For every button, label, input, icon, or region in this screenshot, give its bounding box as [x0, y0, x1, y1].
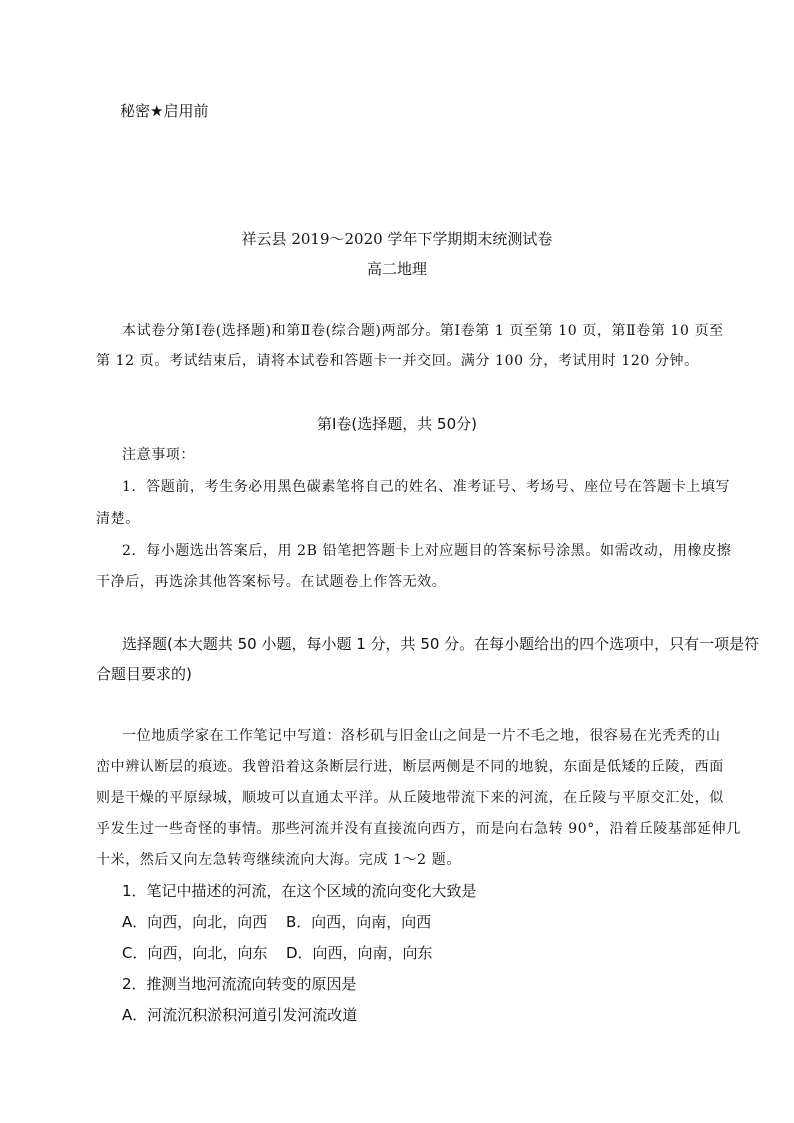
section-instruction-line-2: 合题目要求的)	[96, 665, 192, 683]
question-2-stem: 2．推测当地河流流向转变的原因是	[122, 975, 357, 993]
notice-2-line-2: 干净后，再选涂其他答案标号。在试题卷上作答无效。	[96, 574, 447, 590]
question-1-option-d: D．向西，向南，向东	[286, 944, 433, 962]
passage-line-3: 则是干燥的平原绿城，顺坡可以直通太平洋。从丘陵地带流下来的河流，在丘陵与平原交汇处，似	[96, 790, 724, 806]
notice-1-line-1: 1．答题前，考生务必用黑色碳素笔将自己的姓名、准考证号、考场号、座位号在答题卡上填写	[122, 479, 731, 495]
question-1-stem: 1．笔记中描述的河流，在这个区域的流向变化大致是	[122, 882, 477, 900]
question-1-option-c: C．向西，向北，向东	[122, 944, 268, 962]
notice-2-line-1: 2．每小题选出答案后，用 2B 铅笔把答题卡上对应题目的答案标号涂黑。如需改动，用橡皮擦	[122, 543, 732, 559]
section-instruction-line-1: 选择题(本大题共 50 小题，每小题 1 分，共 50 分。在每小题给出的四个选项中，只有一项是符	[122, 635, 760, 653]
exam-title: 祥云县 2019～2020 学年下学期期末统测试卷	[241, 230, 553, 248]
notice-title: 注意事项：	[122, 447, 195, 463]
passage-line-1: 一位地质学家在工作笔记中写道：洛杉矶与旧金山之间是一片不毛之地，很容易在光秃秃的山	[122, 728, 721, 744]
notice-1-line-2: 清楚。	[96, 511, 140, 527]
confidential-label: 秘密★启用前	[120, 102, 209, 120]
exam-subject: 高二地理	[366, 260, 427, 278]
passage-line-5: 十米，然后又向左急转弯继续流向大海。完成 1～2 题。	[96, 852, 461, 868]
question-1-option-a: A．向西，向北，向西	[122, 913, 268, 931]
part1-heading: 第Ⅰ卷(选择题，共 50分)	[317, 415, 477, 433]
passage-line-4: 乎发生过一些奇怪的事情。那些河流并没有直接流向西方，而是向右急转 90°，沿着丘陵基部延伸几	[96, 821, 741, 837]
intro-line-1: 本试卷分第Ⅰ卷(选择题)和第Ⅱ卷(综合题)两部分。第Ⅰ卷第 1 页至第 10 页，第Ⅱ卷第 10 页至	[122, 323, 724, 339]
question-1-option-b: B．向西，向南，向西	[286, 913, 432, 931]
passage-line-2: 峦中辨认断层的痕迹。我曾沿着这条断层行进，断层两侧是不同的地貌，东面是低矮的丘陵，西面	[96, 759, 724, 775]
question-2-option-a: A．河流沉积淤积河道引发河流改道	[122, 1006, 358, 1024]
intro-line-2: 第 12 页。考试结束后，请将本试卷和答题卡一并交回。满分 100 分，考试用时 120 分钟。	[96, 353, 699, 369]
